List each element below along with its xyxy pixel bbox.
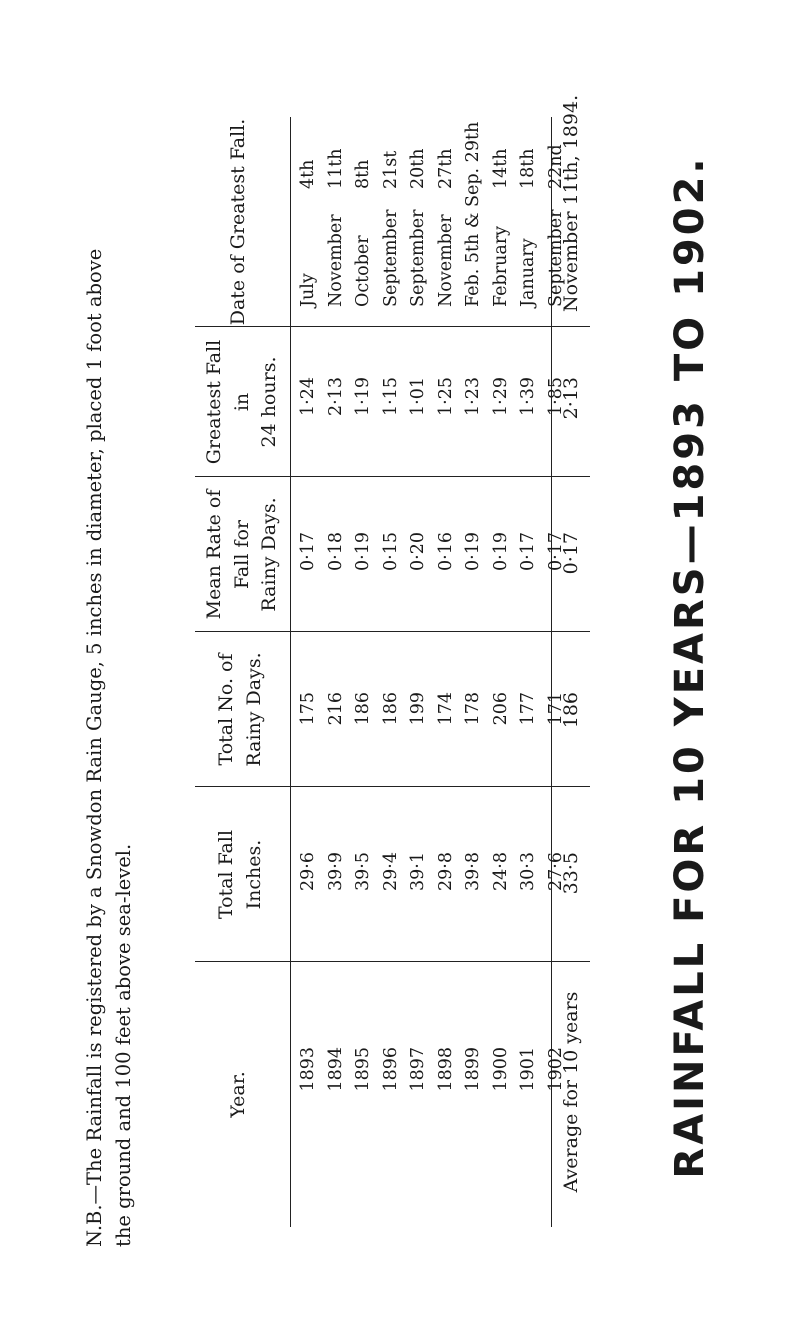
total-fall-cell: 27·6: [545, 852, 566, 891]
mean-rate-cell: 0·15: [380, 532, 401, 571]
total-fall-cell: 29·4: [380, 852, 401, 891]
header-year: Year.: [227, 1071, 249, 1118]
year-cell: 1893: [298, 1047, 318, 1092]
greatest-fall-cell: 1·24: [298, 377, 318, 416]
date-day-cell: 8th: [353, 159, 373, 189]
greatest-fall-cell: 1·23: [463, 377, 483, 416]
date-day-column: [295, 134, 570, 189]
rainy-days-cell: 186: [353, 692, 373, 726]
rainy-days-cell: 175: [298, 692, 318, 726]
footnote-line-2: the ground and 100 feet above sea-level.: [112, 843, 135, 1247]
total-fall-column: [295, 852, 570, 927]
year-cell: 1901: [518, 1047, 538, 1092]
total-fall-cell: 30·3: [518, 852, 538, 891]
greatest-fall-cell: 1·85: [545, 377, 566, 416]
average-mean-rate: 0·17: [560, 532, 582, 575]
date-month-cell: January: [518, 238, 538, 307]
date-day-cell: 14th: [490, 148, 511, 189]
mean-rate-cell: 0·16: [435, 532, 456, 571]
year-cell: 1902: [545, 1047, 566, 1092]
date-day-cell: 4th: [298, 159, 318, 189]
mean-rate-cell: 0·19: [353, 532, 373, 571]
mean-rate-cell: 0·17: [298, 532, 318, 571]
total-fall-cell: 39·5: [353, 852, 373, 891]
mean-rate-cell: 0·17: [518, 532, 538, 571]
total-fall-cell: 29·6: [298, 852, 318, 891]
page-title: RAINFALL FOR 10 YEARS—1893 TO 1902.: [667, 155, 713, 1179]
greatest-fall-cell: 2·13: [325, 377, 346, 416]
rainy-days-cell: 174: [435, 692, 456, 726]
mean-rate-cell: 0·19: [490, 532, 511, 571]
rainy-days-cell: 171: [545, 692, 566, 726]
date-day-cell: 21st: [380, 150, 401, 189]
total-fall-cell: 39·1: [408, 852, 428, 891]
greatest-fall-cell: 1·39: [518, 377, 538, 416]
year-cell: 1899: [463, 1047, 483, 1092]
average-label: Average for 10 years: [560, 991, 582, 1193]
date-month-cell: July: [298, 273, 318, 307]
date-month-cell: September: [545, 209, 566, 307]
date-month-cell: September: [380, 209, 401, 307]
footnote-line-1: N.B.—The Rainfall is registered by a Snowdon Rain Gauge, 5 inches in diameter, placed 1 foot above: [83, 248, 106, 1247]
rainy-days-cell: 199: [408, 692, 428, 726]
header-total-fall: Total Fall Inches.: [215, 829, 265, 920]
year-cell: 1896: [380, 1047, 401, 1092]
date-day-cell: 22nd: [545, 144, 566, 189]
footnote: [80, 47, 138, 1247]
year-cell: 1900: [490, 1047, 511, 1092]
greatest-fall-column: [295, 377, 570, 447]
mean-rate-cell: 0·19: [463, 532, 483, 571]
rainy-days-column: [295, 692, 570, 752]
average-greatest-fall: 2·13: [560, 377, 582, 420]
year-cell: 1898: [435, 1047, 456, 1092]
rainy-days-cell: 206: [490, 692, 511, 726]
date-month-cell: February: [490, 225, 511, 307]
average-total-fall: 33·5: [560, 852, 582, 895]
rainy-days-cell: 177: [518, 692, 538, 726]
year-cell: 1895: [353, 1047, 373, 1092]
greatest-fall-cell: 1·29: [490, 377, 511, 416]
total-fall-cell: 39·8: [463, 852, 483, 891]
rainy-days-cell: 216: [325, 692, 346, 726]
date-month-cell: Feb. 5th & Sep. 29th: [463, 121, 483, 307]
header-rule: [290, 117, 291, 1227]
date-month-cell: November: [435, 214, 456, 307]
header-greatest-fall: Greatest Fall in 24 hours.: [203, 339, 280, 465]
date-day-cell: 27th: [435, 148, 456, 189]
mean-rate-cell: 0·17: [545, 532, 566, 571]
mean-rate-cell: 0·18: [325, 532, 346, 571]
rainfall-table: [195, 94, 590, 1227]
mean-rate-cell: 0·20: [408, 532, 428, 571]
average-date: November 11th, 1894.: [560, 94, 582, 312]
header-rainy-days: Total No. of Rainy Days.: [215, 652, 265, 767]
header-mean-rate: Mean Rate of Fall for Rainy Days.: [203, 489, 280, 620]
greatest-fall-cell: 1·15: [380, 377, 401, 416]
average-rainy-days: 186: [560, 692, 582, 729]
date-month-cell: September: [408, 209, 428, 307]
year-column: [295, 1047, 570, 1127]
year-cell: 1894: [325, 1047, 346, 1092]
date-day-cell: 18th: [518, 148, 538, 189]
date-day-cell: 20th: [408, 148, 428, 189]
greatest-fall-cell: 1·25: [435, 377, 456, 416]
greatest-fall-cell: 1·19: [353, 377, 373, 416]
total-fall-cell: 29·8: [435, 852, 456, 891]
total-fall-cell: 24·8: [490, 852, 511, 891]
rainy-days-cell: 178: [463, 692, 483, 726]
rainy-days-cell: 186: [380, 692, 401, 726]
year-cell: 1897: [408, 1047, 428, 1092]
date-month-cell: October: [353, 235, 373, 307]
total-fall-cell: 39·9: [325, 852, 346, 891]
mean-rate-column: [295, 532, 570, 602]
greatest-fall-cell: 1·01: [408, 377, 428, 416]
date-month-cell: November: [325, 214, 346, 307]
date-day-cell: [460, 134, 488, 189]
date-day-cell: 11th: [325, 148, 346, 189]
header-date-greatest: Date of Greatest Fall.: [227, 118, 249, 326]
